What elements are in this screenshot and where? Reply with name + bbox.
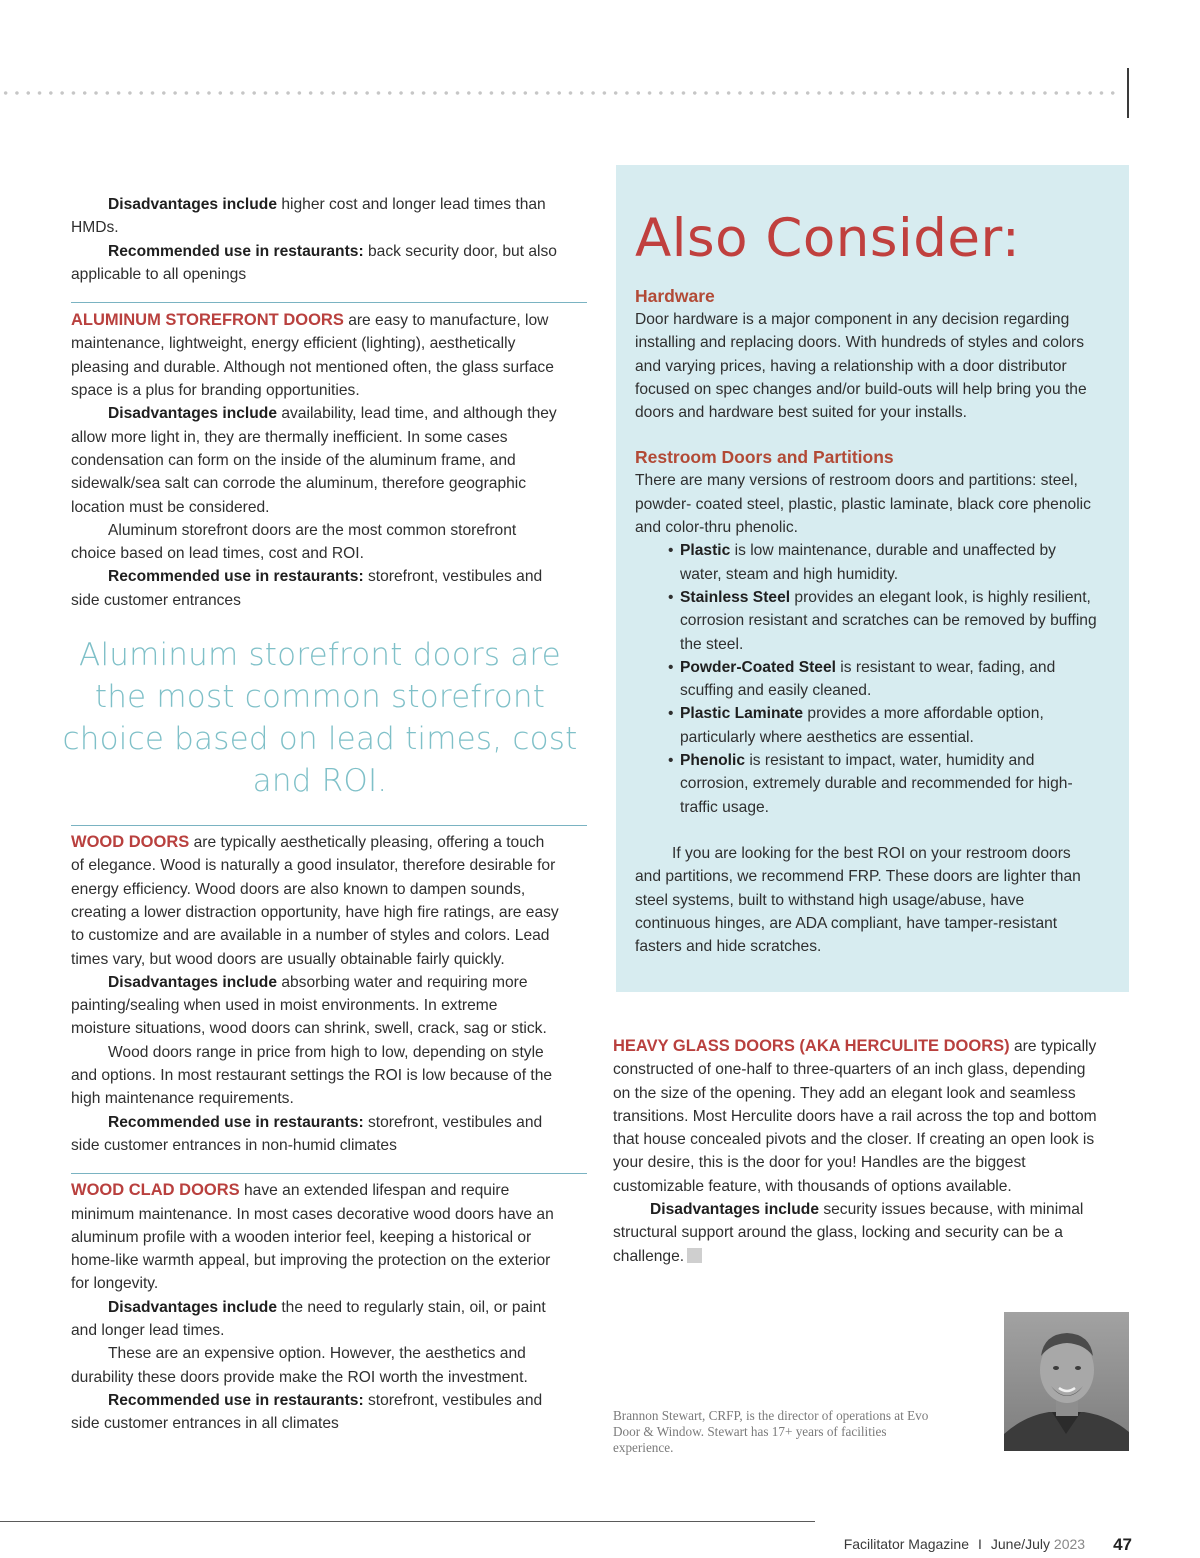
bullet-icon: • — [668, 542, 674, 560]
aluminum-disadvantages: Disadvantages include availability, lead time, and although they allow more light in, they are thermally inefficient. In some cases condensation can form on the inside of the aluminum frame, and sidewalk/sea salt can corrode the aluminum, therefore geographic location must be considered. — [71, 405, 557, 516]
bullet-icon: • — [668, 752, 674, 770]
wood-intro: WOOD DOORS are typically aesthetically pleasing, offering a touch of elegance. Wood is naturally a good insulator, therefore desirable for energy efficiency. Wood doors are also known to dampen sounds, creating a lower distraction opportunity, have high fire ratings, are easy to customize and are available in a number of styles and colors. Lead times vary, but wood doors are usually obtainable fairly quickly. — [71, 833, 559, 968]
restroom-material-list — [635, 539, 1101, 819]
restroom-material-item — [668, 539, 1101, 586]
material-description: is resistant to wear, fading, and scuffing and easily cleaned. — [680, 658, 1056, 700]
material-description: is low maintenance, durable and unaffected by water, steam and high humidity. — [680, 542, 1056, 583]
hmd-disadvantages: Disadvantages include higher cost and longer lead times than HMDs. — [71, 196, 546, 237]
hardware-text: Door hardware is a major component in any decision regarding installing and replacing doors. With hundreds of styles and colors and varying prices, having a relationship with a door distributor focused on spec changes and/or build-outs will help bring you the doors and hardware best suited for your installs. — [635, 311, 1087, 422]
wood-disadvantages: Disadvantages include absorbing water and requiring more painting/sealing when used in moist environments. In extreme moisture situations, wood doors can shrink, swell, crack, sag or stick. — [71, 973, 547, 1038]
material-description: provides an elegant look, is highly resilient, corrosion resistant and scratches can be removed by buffing the steel. — [680, 588, 1097, 653]
material-term: Stainless Steel — [680, 588, 791, 606]
section-divider — [71, 825, 587, 826]
also-consider-sidebar — [616, 165, 1129, 992]
restroom-material-item — [668, 586, 1101, 656]
wood-section-title: WOOD DOORS — [71, 833, 190, 852]
bullet-icon: • — [668, 588, 674, 606]
magazine-name: Facilitator Magazine — [843, 1536, 969, 1552]
frp-recommendation: If you are looking for the best ROI on your restroom doors and partitions, we recommend FRP. These doors are lighter than steel systems, built to withstand high usage/abuse, have continuous hinges, are ADA compliant, have tamper-resistant fasters and hide scratches. — [635, 844, 1081, 956]
aluminum-common: Aluminum storefront doors are the most common storefront choice based on lead times, cost and ROI. — [71, 521, 517, 563]
wood-clad-disadvantages: Disadvantages include the need to regularly stain, oil, or paint and longer lead times. — [71, 1298, 546, 1339]
glass-intro: HEAVY GLASS DOORS (AKA HERCULITE DOORS) are typically constructed of one-half to three-quarters of an inch glass, depending on the size of the opening. They add an elegant look and seamless transitions. Most Herculite doors have a rail across the top and bottom that house concealed pivots and the closer. If creating an open look is your desire, this is the door for you! Handles are the biggest customizable feature, with thousands of options available. — [613, 1037, 1097, 1195]
material-term: Plastic Laminate — [680, 705, 804, 723]
sidebar-title: Also Consider: — [635, 208, 1021, 269]
section-divider — [71, 302, 587, 303]
wood-clad-expensive: These are an expensive option. However, the aesthetics and durability these doors provide make the ROI worth the investment. — [71, 1345, 528, 1386]
issue-date: June/July — [990, 1536, 1051, 1552]
aluminum-recommended: Recommended use in restaurants: storefront, vestibules and side customer entrances — [71, 568, 543, 609]
section-divider — [71, 1173, 587, 1174]
aluminum-intro: ALUMINUM STOREFRONT DOORS are easy to manufacture, low maintenance, lightweight, energy efficient (lighting), aesthetically pleasing and durable. Although not mentioned often, the glass surface space is a plus for branding opportunities. — [71, 311, 554, 400]
material-term: Powder-Coated Steel — [680, 658, 836, 676]
bullet-icon: • — [668, 705, 674, 723]
restroom-material-item — [668, 749, 1101, 819]
material-description: is resistant to impact, water, humidity and corrosion, extremely durable and recommended for high-traffic usage. — [680, 752, 1073, 816]
bullet-icon: • — [668, 658, 674, 676]
dotted-header-rule — [0, 91, 1118, 95]
page-footer — [844, 1534, 1132, 1554]
material-term: Phenolic — [680, 752, 745, 770]
wood-clad-recommended: Recommended use in restaurants: storefront, vestibules and side customer entrances in all climates — [71, 1391, 543, 1433]
header-vertical-bar — [1127, 68, 1129, 118]
restroom-text: There are many versions of restroom doors and partitions: steel, powder- coated steel, plastic, plastic laminate, black core phenolic and color-thru phenolic. — [635, 472, 1091, 537]
author-portrait-icon — [1004, 1312, 1129, 1451]
hmd-recommended: Recommended use in restaurants: back security door, but also applicable to all openings — [71, 242, 557, 283]
page-number: 47 — [1113, 1535, 1132, 1554]
restroom-material-item — [668, 656, 1101, 703]
wood-recommended: Recommended use in restaurants: storefront, vestibules and side customer entrances in non-humid climates — [71, 1113, 543, 1154]
footer-rule — [0, 1521, 815, 1522]
wood-price: Wood doors range in price from high to low, depending on style and options. In most restaurant settings the ROI is low because of the high maintenance requirements. — [71, 1043, 553, 1108]
issue-year: 2023 — [1053, 1536, 1086, 1552]
aluminum-section-title: ALUMINUM STOREFRONT DOORS — [71, 311, 344, 330]
wood-clad-intro: WOOD CLAD DOORS have an extended lifespan and require minimum maintenance. In most cases decorative wood doors have an aluminum profile with a wooden interior feel, keeping a historical or home-like warmth appeal, but improving the protection on the exterior for longevity. — [71, 1181, 554, 1293]
pull-quote: Aluminum storefront doors are the most common storefront choice based on lead times, cost and ROI. — [62, 637, 578, 800]
material-description: provides a more affordable option, particularly where aesthetics are essential. — [680, 705, 1044, 746]
author-bio: Brannon Stewart, CRFP, is the director of operations at Evo Door & Window. Stewart has 17+ years of facilities experience. — [613, 1408, 929, 1455]
right-column — [613, 1035, 1103, 1268]
glass-section-title: HEAVY GLASS DOORS (AKA HERCULITE DOORS) — [613, 1037, 1010, 1055]
restroom-material-item — [668, 702, 1101, 749]
material-term: Plastic — [680, 542, 731, 560]
author-photo — [1004, 1312, 1129, 1451]
end-mark-icon — [687, 1248, 702, 1263]
hardware-heading: Hardware — [635, 286, 715, 306]
footer-separator: I — [977, 1536, 982, 1552]
left-column — [62, 193, 578, 1435]
wood-clad-section-title: WOOD CLAD DOORS — [71, 1181, 240, 1200]
glass-disadvantages: Disadvantages include security issues because, with minimal structural support around the glass, locking and security can be a challenge. — [613, 1201, 1084, 1265]
restroom-heading: Restroom Doors and Partitions — [635, 447, 894, 468]
